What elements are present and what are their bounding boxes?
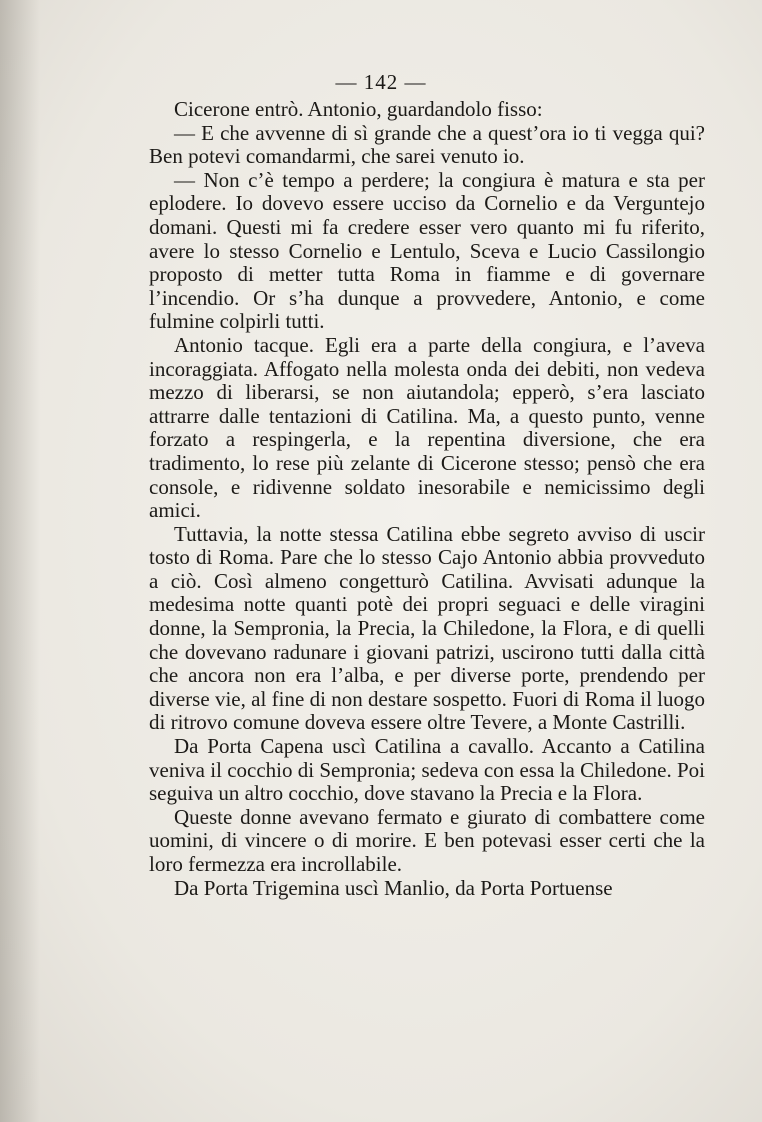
body-text [149, 98, 705, 900]
paragraph: Cicerone entrò. Antonio, guardandolo fisso: [174, 97, 543, 121]
paragraph: Tuttavia, la notte stessa Catilina ebbe segreto avviso di uscir tosto di Roma. Pare che lo stesso Cajo Antonio abbia provveduto a ciò. Così almeno congetturò Catilina. Avvisati adunque la medesima notte quanti potè dei propri seguaci e delle viragini donne, la Sempronia, la Precia, la Chiledone, la Flora, e di quelli che dovevano radunare i giovani patrizi, uscirono tutti dalla città che ancora non era l’alba, e per diverse porte, prendendo per diverse vie, al fine di non destare sospetto. Fuori di Roma il luogo di ritrovo comune doveva essere oltre Tevere, a Monte Castrilli. [149, 521, 705, 735]
binding-gutter-shadow [0, 0, 40, 1122]
paragraph: Da Porta Trigemina uscì Manlio, da Porta Portuense [174, 875, 613, 900]
paragraph: — Non c’è tempo a perdere; la congiura è matura e sta per eplodere. Io dovevo essere ucciso da Cornelio e da Verguntejo domani. Questi mi fa credere esser vero quanto mi fu riferito, avere lo stesso Cornelio e Lentulo, Sceva e Lucio Cassilongio proposto di metter tutta Roma in fiamme e di governare l’incendio. Or s’ha dunque a provvedere, Antonio, e come fulmine colpirli tutti. [149, 167, 705, 334]
paragraph: Queste donne avevano fermato e giurato di combattere come uomini, di vincere o di morire. E ben potevasi esser certi che la loro fermezza era incrollabile. [149, 804, 705, 876]
page-number: — 142 — [335, 70, 427, 94]
paragraph: — E che avvenne di sì grande che a quest’ora io ti vegga qui? Ben potevi comandarmi, che sarei venuto io. [149, 120, 705, 169]
paragraph: Da Porta Capena uscì Catilina a cavallo. Accanto a Catilina veniva il cocchio di Sempronia; sedeva con essa la Chiledone. Poi seguiva un altro cocchio, dove stavano la Precia e la Flora. [149, 734, 705, 806]
paragraph: Antonio tacque. Egli era a parte della congiura, e l’aveva incoraggiata. Affogato nella molesta onda dei debiti, non vedeva mezzo di liberarsi, se non aiutandola; epperò, s’era lasciato attrarre dalle tentazioni di Catilina. Ma, a questo punto, venne forzato a respingerla, e la repentina diversione, che era tradimento, lo rese più zelante di Cicerone stesso; pensò che era console, e ridivenne soldato inesorabile e nemicissimo degli amici. [149, 332, 705, 523]
